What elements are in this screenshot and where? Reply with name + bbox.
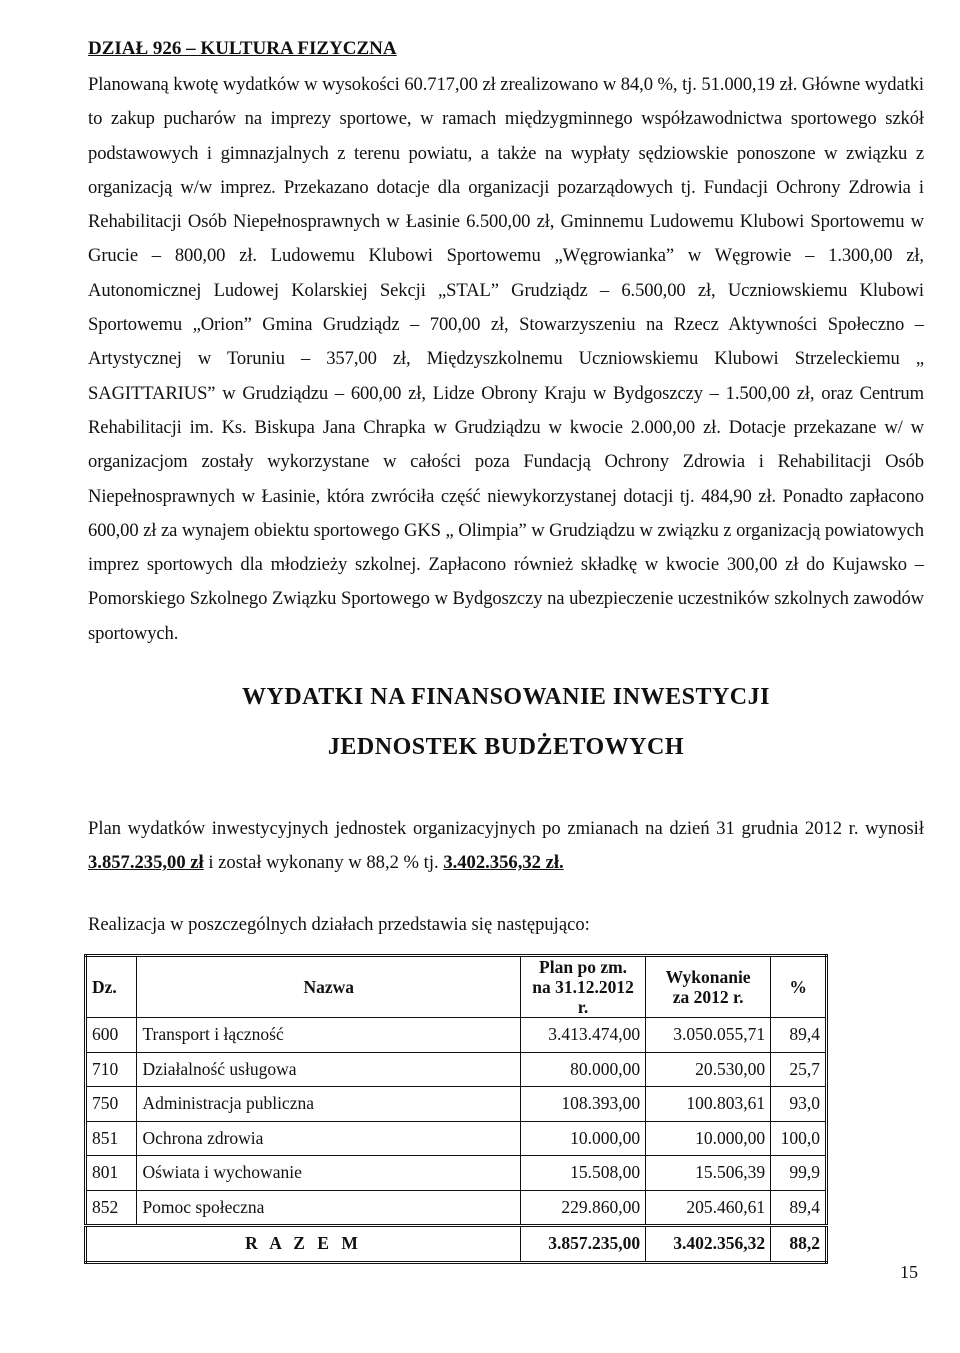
heading-line-1: WYDATKI NA FINANSOWANIE INWESTYCJI (242, 684, 770, 710)
cell-plan: 80.000,00 (521, 1052, 646, 1087)
cell-pct: 89,4 (771, 1018, 827, 1053)
cell-dz: 710 (86, 1052, 137, 1087)
table-row (86, 1087, 827, 1122)
cell-plan: 10.000,00 (521, 1121, 646, 1156)
plan-text-middle: i został wykonany w 88,2 % tj. (203, 852, 444, 873)
header-wyk-line2: za 2012 r. (672, 987, 744, 1007)
cell-dz: 600 (86, 1018, 137, 1053)
header-wyk (646, 956, 771, 1018)
exec-amount: 3.402.356,32 zł. (443, 852, 564, 873)
section-paragraph: Planowaną kwotę wydatków w wysokości 60.717,00 zł zrealizowano w 84,0 %, tj. 51.000,19 zł. Główne wydatki to zakup pucharów na imprezy sportowe, w ramach międzygminnego współzawodnictwa sportowego szkół podstawowych i gimnazjalnych z terenu powiatu, a także na wypłaty sędziowskie ponoszone w związku z organizacją w/w imprez. Przekazano dotacje dla organizacji pozarządowych tj. Fundacji Ochrony Zdrowia i Rehabilitacji Osób Niepełnosprawnych w Łasinie 6.500,00 zł, Gminnemu Ludowemu Klubowi Sportowemu w Grucie – 800,00 zł. Ludowemu Klubowi Sportowemu „Węgrowianka” w Węgrowie – 1.300,00 zł, Autonomicznej Ludowej Kolarskiej Sekcji „STAL” Grudziądz – 6.500,00 zł, Uczniowskiemu Klubowi Sportowemu „Orion” Gmina Grudziądz – 700,00 zł, Stowarzyszeniu na Rzecz Aktywności Społeczno – Artystycznej w Toruniu – 357,00 zł, Międzyszkolnemu Uczniowskiemu Klubowi Strzeleckiemu „ SAGITTARIUS” w Grudziądzu – 600,00 zł, Lidze Obrony Kraju w Bydgoszczy – 1.500,00 zł, oraz Centrum Rehabilitacji im. Ks. Biskupa Jana Chrapka w Grudziądzu w kwocie 2.000,00 zł. Dotacje przekazane w/ w organizacjom zostały wykorzystane w całości poza Fundacją Ochrony Zdrowia i Rehabilitacji Osób Niepełnosprawnych w Łasinie, która zwróciła część niewykorzystanej dotacji tj. 484,90 zł. Ponadto zapłacono 600,00 zł za wynajem obiektu sportowego GKS „ Olimpia” w Grudziądzu w związku z organizacją powiatowych imprez sportowych dla młodzieży szkolnej. Zapłacono również składkę w kwocie 300,00 zł do Kujawsko – Pomorskiego Szkolnego Związku Sportowego w Bydgoszczy na ubezpieczenie uczestników szkolnych zawodów sportowych. (88, 74, 924, 644)
cell-dz: 801 (86, 1156, 137, 1191)
header-plan (521, 956, 646, 1018)
plan-amount: 3.857.235,00 zł (88, 852, 204, 873)
cell-wyk: 20.530,00 (646, 1052, 771, 1087)
table-row (86, 1121, 827, 1156)
heading-line-2: JEDNOSTEK BUDŻETOWYCH (327, 734, 685, 760)
investment-table (84, 954, 828, 1264)
cell-name: Transport i łączność (137, 1018, 521, 1053)
table-row (86, 1052, 827, 1087)
cell-dz: 852 (86, 1190, 137, 1226)
cell-wyk: 15.506,39 (646, 1156, 771, 1191)
cell-pct: 99,9 (771, 1156, 827, 1191)
table-total-row (86, 1226, 827, 1263)
plan-paragraph (88, 812, 924, 880)
section-title: DZIAŁ 926 – KULTURA FIZYCZNA (88, 38, 397, 59)
cell-name: Oświata i wychowanie (137, 1156, 521, 1191)
cell-plan: 108.393,00 (521, 1087, 646, 1122)
cell-name: Ochrona zdrowia (137, 1121, 521, 1156)
header-dz: Dz. (86, 956, 137, 1018)
cell-dz: 750 (86, 1087, 137, 1122)
header-plan-line2: na 31.12.2012 r. (532, 977, 634, 1017)
cell-name: Działalność usługowa (137, 1052, 521, 1087)
header-pct: % (771, 956, 827, 1018)
plan-text-before: Plan wydatków inwestycyjnych jednostek organizacyjnych po zmianach na dzień 31 grudnia 2012 r. wynosił (88, 818, 924, 839)
cell-plan: 3.413.474,00 (521, 1018, 646, 1053)
header-plan-line1: Plan po zm. (539, 957, 628, 977)
cell-wyk: 3.050.055,71 (646, 1018, 771, 1053)
table-intro: Realizacja w poszczególnych działach przedstawia się następująco: (88, 914, 590, 935)
cell-wyk: 100.803,61 (646, 1087, 771, 1122)
cell-pct: 93,0 (771, 1087, 827, 1122)
cell-wyk: 10.000,00 (646, 1121, 771, 1156)
table-row (86, 1018, 827, 1053)
total-plan: 3.857.235,00 (521, 1226, 646, 1263)
cell-name: Pomoc społeczna (137, 1190, 521, 1226)
header-wyk-line1: Wykonanie (665, 967, 751, 987)
cell-pct: 25,7 (771, 1052, 827, 1087)
cell-dz: 851 (86, 1121, 137, 1156)
cell-wyk: 205.460,61 (646, 1190, 771, 1226)
page-number: 15 (900, 1262, 918, 1282)
cell-plan: 229.860,00 (521, 1190, 646, 1226)
cell-pct: 89,4 (771, 1190, 827, 1226)
cell-name: Administracja publiczna (137, 1087, 521, 1122)
document-page (88, 36, 924, 1254)
table-row (86, 1156, 827, 1191)
cell-plan: 15.508,00 (521, 1156, 646, 1191)
table-row (86, 1190, 827, 1226)
total-label: R A Z E M (86, 1226, 521, 1263)
header-name: Nazwa (137, 956, 521, 1018)
total-wyk: 3.402.356,32 (646, 1226, 771, 1263)
table-header-row (86, 956, 827, 1018)
total-pct: 88,2 (771, 1226, 827, 1263)
cell-pct: 100,0 (771, 1121, 827, 1156)
